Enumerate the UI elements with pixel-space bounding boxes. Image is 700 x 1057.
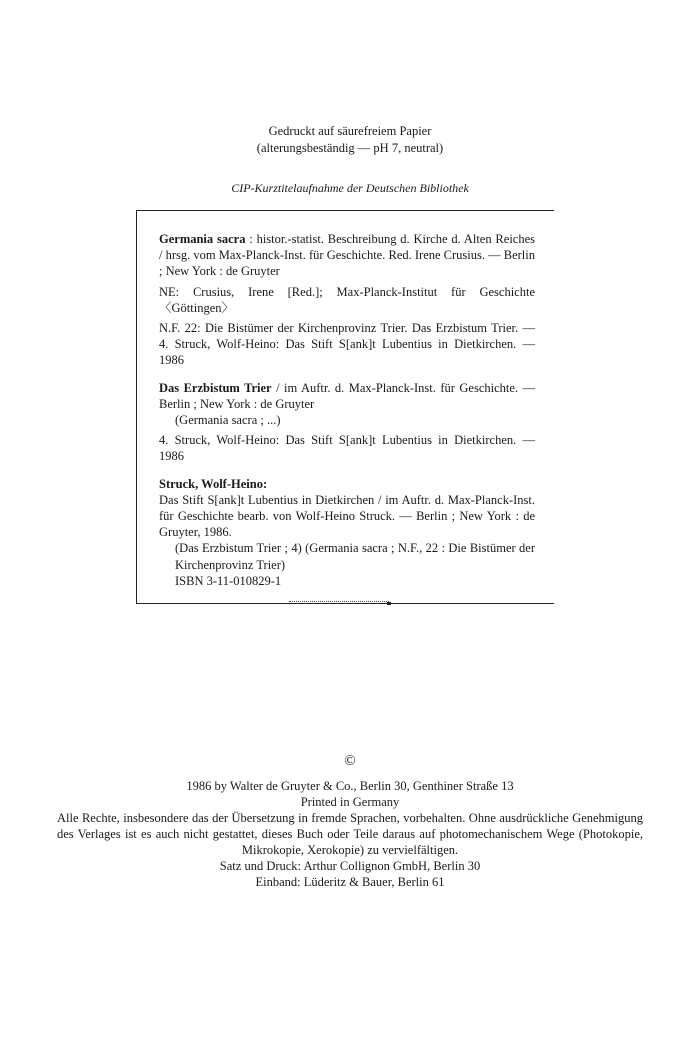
box-mark-end: [387, 602, 391, 605]
cip-struck-series: (Das Erzbistum Trier ; 4) (Germania sacra ; N.F., 22 : Die Bistümer der Kirchenprovinz Trier): [175, 541, 535, 572]
cip-heading: CIP-Kurztitelaufnahme der Deutschen Bibliothek: [231, 181, 469, 195]
cip-entry-struck-body: Das Stift S[ank]t Lubentius in Dietkirchen / im Auftr. d. Max-Planck-Inst. für Geschichte bearb. von Wolf-Heino Struck. — Berlin ; New York : de Gruyter, 1986.: [159, 492, 535, 540]
cip-volume-line: 4. Struck, Wolf-Heino: Das Stift S[ank]t Lubentius in Dietkirchen. — 1986: [159, 433, 535, 464]
cip-series-line: (Germania sacra ; ...): [175, 413, 281, 428]
printed-line: Printed in Germany: [300, 795, 400, 809]
cip-nf-line: N.F. 22: Die Bistümer der Kirchenprovinz Trier. Das Erzbistum Trier. — 4. Struck, Wolf-Heino: Das Stift S[ank]t Lubentius in Dietkirchen. — 1986: [159, 321, 535, 368]
binding-line: Einband: Lüderitz & Bauer, Berlin 61: [255, 875, 445, 889]
entry-text: : histor.-statist. Beschreibung d. Kirche d. Alten Reiches / hrsg. vom Max-Planck-Inst. für Geschichte. Red. Irene Crusius. — Berlin ; New York : de Gruyter: [159, 232, 536, 279]
cip-ne-line: NE: Crusius, Irene [Red.]; Max-Planck-Institut für Geschichte 〈Göttingen〉: [159, 284, 535, 315]
paper-note: Gedruckt auf säurefreiem Papier: [268, 124, 432, 138]
paper-note-detail: (alterungsbeständig — pH 7, neutral): [256, 141, 444, 155]
imprint: [0, 752, 700, 890]
entry-title: Germania sacra: [159, 232, 246, 246]
isbn: ISBN 3-11-010829-1: [175, 573, 282, 588]
entry-title: Das Erzbistum Trier: [159, 380, 272, 395]
cip-record-box: [136, 210, 554, 604]
entry-text: / im Auftr. d. Max-Planck-Inst. für Geschichte. — Berlin ; New York : de Gruyter: [159, 380, 535, 411]
entry-title: Struck, Wolf-Heino:: [159, 476, 268, 491]
typesetting-line: Satz und Druck: Arthur Collignon GmbH, Berlin 30: [219, 859, 481, 873]
cip-record: [159, 231, 535, 589]
cip-entry-struck-title: [159, 476, 535, 492]
cip-entry-erzbistum: [159, 380, 535, 412]
publisher-line: 1986 by Walter de Gruyter & Co., Berlin 30, Genthiner Straße 13: [186, 779, 514, 793]
copyright-icon: ©: [344, 753, 356, 769]
box-mark: [289, 601, 389, 605]
cip-entry-germania-sacra: [159, 231, 535, 280]
rights-notice: Alle Rechte, insbesondere das der Übersetzung in fremde Sprachen, vorbehalten. Ohne ausdrückliche Genehmigung des Verlages ist es auch nicht gestattet, dieses Buch oder Teile daraus auf photomechanischem Wege (Photokopie, Mikrokopie, Xerokopie) zu vervielfältigen.: [57, 811, 643, 857]
